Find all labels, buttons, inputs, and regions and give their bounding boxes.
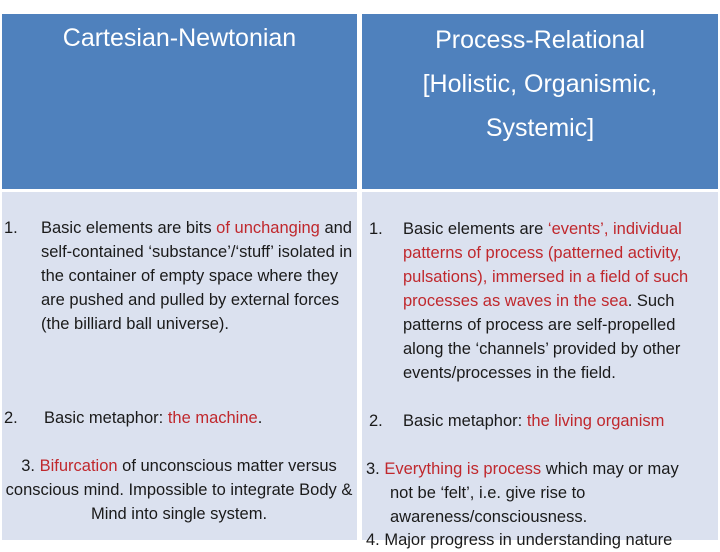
right-item1-pre: Basic elements are	[403, 220, 548, 238]
right-item3-highlight: Everything is process	[384, 460, 542, 478]
left-item2-text	[44, 406, 354, 430]
right-item1-post: . Such patterns of process are self-propelled along the ‘channels’ provided by other events/processes in the field.	[403, 292, 681, 382]
left-item1-text	[41, 216, 361, 336]
right-item2-text	[403, 409, 719, 433]
right-item2-pre: Basic metaphor:	[403, 412, 527, 430]
left-item1-highlight: of unchanging	[216, 219, 320, 237]
left-item1-pre: Basic elements are bits	[41, 219, 217, 237]
left-item3-highlight: Bifurcation	[39, 457, 118, 475]
left-item3-text	[4, 454, 354, 526]
left-item1-number: 1.	[4, 219, 18, 237]
left-item2-post: .	[257, 409, 263, 427]
right-item2-highlight: the living organism	[526, 412, 665, 430]
left-item2-highlight: the machine	[167, 409, 258, 427]
right-item3-post2: not be ‘felt’, i.e. give rise to awareness/consciousness.	[390, 484, 588, 526]
right-item2-number: 2.	[369, 412, 383, 430]
right-item1-number: 1.	[369, 220, 383, 238]
header-right-title-line3: Systemic]	[485, 114, 595, 142]
right-item4-text: 4. Major progress in understanding nature	[366, 531, 673, 549]
header-cartesian-newtonian	[2, 14, 357, 189]
header-right-title	[362, 14, 718, 150]
right-item3-post1: which may or may	[541, 460, 679, 478]
right-item3-text	[366, 457, 718, 529]
left-item3-post: of unconscious matter versus conscious mind. Impossible to integrate Body & Mind into single system.	[5, 457, 353, 523]
header-process-relational	[362, 14, 718, 189]
header-left-title: Cartesian-Newtonian	[62, 24, 297, 52]
header-right-title-line2: [Holistic, Organismic,	[422, 70, 658, 98]
right-item3-number: 3.	[366, 460, 380, 478]
header-right-title-line1: Process-Relational	[435, 26, 645, 54]
right-item1-highlight: ‘events’, individual patterns of process (patterned activity, pulsations), immersed in a field of such processes as waves in the sea	[403, 220, 689, 310]
right-item1-text	[403, 217, 719, 385]
left-item1-post: and self-contained ‘substance’/‘stuff’ isolated in the container of empty space where they are pushed and pulled by external forces (the billiard ball universe).	[41, 219, 353, 333]
left-item2-number: 2.	[4, 409, 18, 427]
left-item2-pre: Basic metaphor:	[44, 409, 168, 427]
left-item3-number: 3.	[21, 457, 35, 475]
